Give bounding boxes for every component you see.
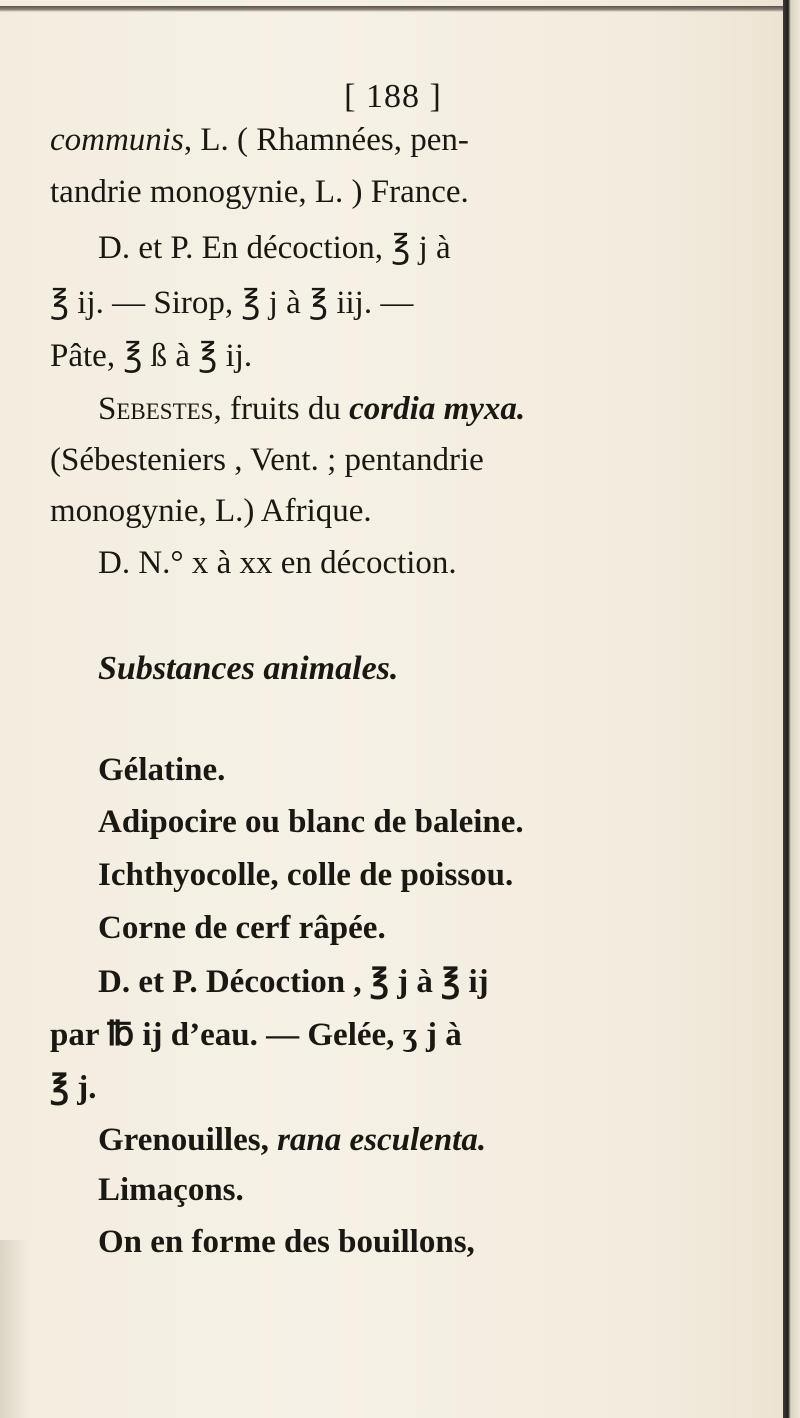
text-line <box>50 283 413 323</box>
text-line <box>50 1015 462 1055</box>
text-span: Adipocire ou blanc de baleine. <box>98 804 524 840</box>
text-line <box>98 855 513 895</box>
text-span: On en forme des bouillons, <box>98 1224 475 1260</box>
text-span: D. et P. En décoction, ℥ j à <box>98 230 451 266</box>
text-span: , fruits du <box>213 391 350 427</box>
text-line <box>98 543 457 583</box>
text-line <box>98 750 225 790</box>
text-span: communis <box>50 122 184 158</box>
text-line <box>50 440 484 480</box>
text-span: (Sébesteniers , Vent. ; pentandrie <box>50 442 484 478</box>
text-span: Limaçons. <box>98 1172 244 1208</box>
text-span: ℥ j. <box>50 1070 97 1106</box>
text-span: ℥ ij. — Sirop, ℥ j à ℥ iij. — <box>50 285 414 321</box>
text-span: , L. ( Rhamnées, pen- <box>183 122 469 158</box>
text-span: D. et P. Décoction , ℥ j à ℥ ij <box>98 964 489 1000</box>
text-line <box>50 120 469 160</box>
text-span: Grenouilles, <box>98 1122 278 1158</box>
text-span: par ℔ ij d’eau. — Gelée, ʒ j à <box>50 1017 462 1053</box>
text-span: monogynie, L.) Afrique. <box>50 493 372 529</box>
top-edge-shadow <box>0 6 800 12</box>
text-line <box>98 228 451 268</box>
text-span: tandrie monogynie, L. ) France. <box>50 174 469 210</box>
text-line <box>98 1222 475 1262</box>
page-number: [ 188 ] <box>344 78 442 115</box>
page-binding-edge <box>783 0 800 1418</box>
text-line <box>50 336 252 376</box>
text-span: Ichthyocolle, colle de poissou. <box>98 857 514 893</box>
text-line <box>98 908 386 948</box>
text-span: Pâte, ℥ ß à ℥ ij. <box>50 338 253 374</box>
text-line <box>50 1068 97 1108</box>
text-span: Corne de cerf râpée. <box>98 910 386 946</box>
text-line <box>50 491 372 531</box>
text-line <box>98 389 525 429</box>
text-line <box>98 962 489 1002</box>
text-span: D. N.° x à xx en décoction. <box>98 545 457 581</box>
text-line <box>98 1170 244 1210</box>
text-span: Gélatine. <box>98 752 226 788</box>
section-title: Substances animales. <box>98 650 399 687</box>
text-line <box>98 1120 486 1160</box>
text-line <box>98 802 524 842</box>
page-stain <box>0 1240 30 1418</box>
text-line <box>50 172 469 212</box>
text-span: rana esculenta. <box>277 1122 487 1158</box>
text-span: cordia myxa. <box>349 391 526 427</box>
text-span: Sebestes <box>98 391 214 427</box>
